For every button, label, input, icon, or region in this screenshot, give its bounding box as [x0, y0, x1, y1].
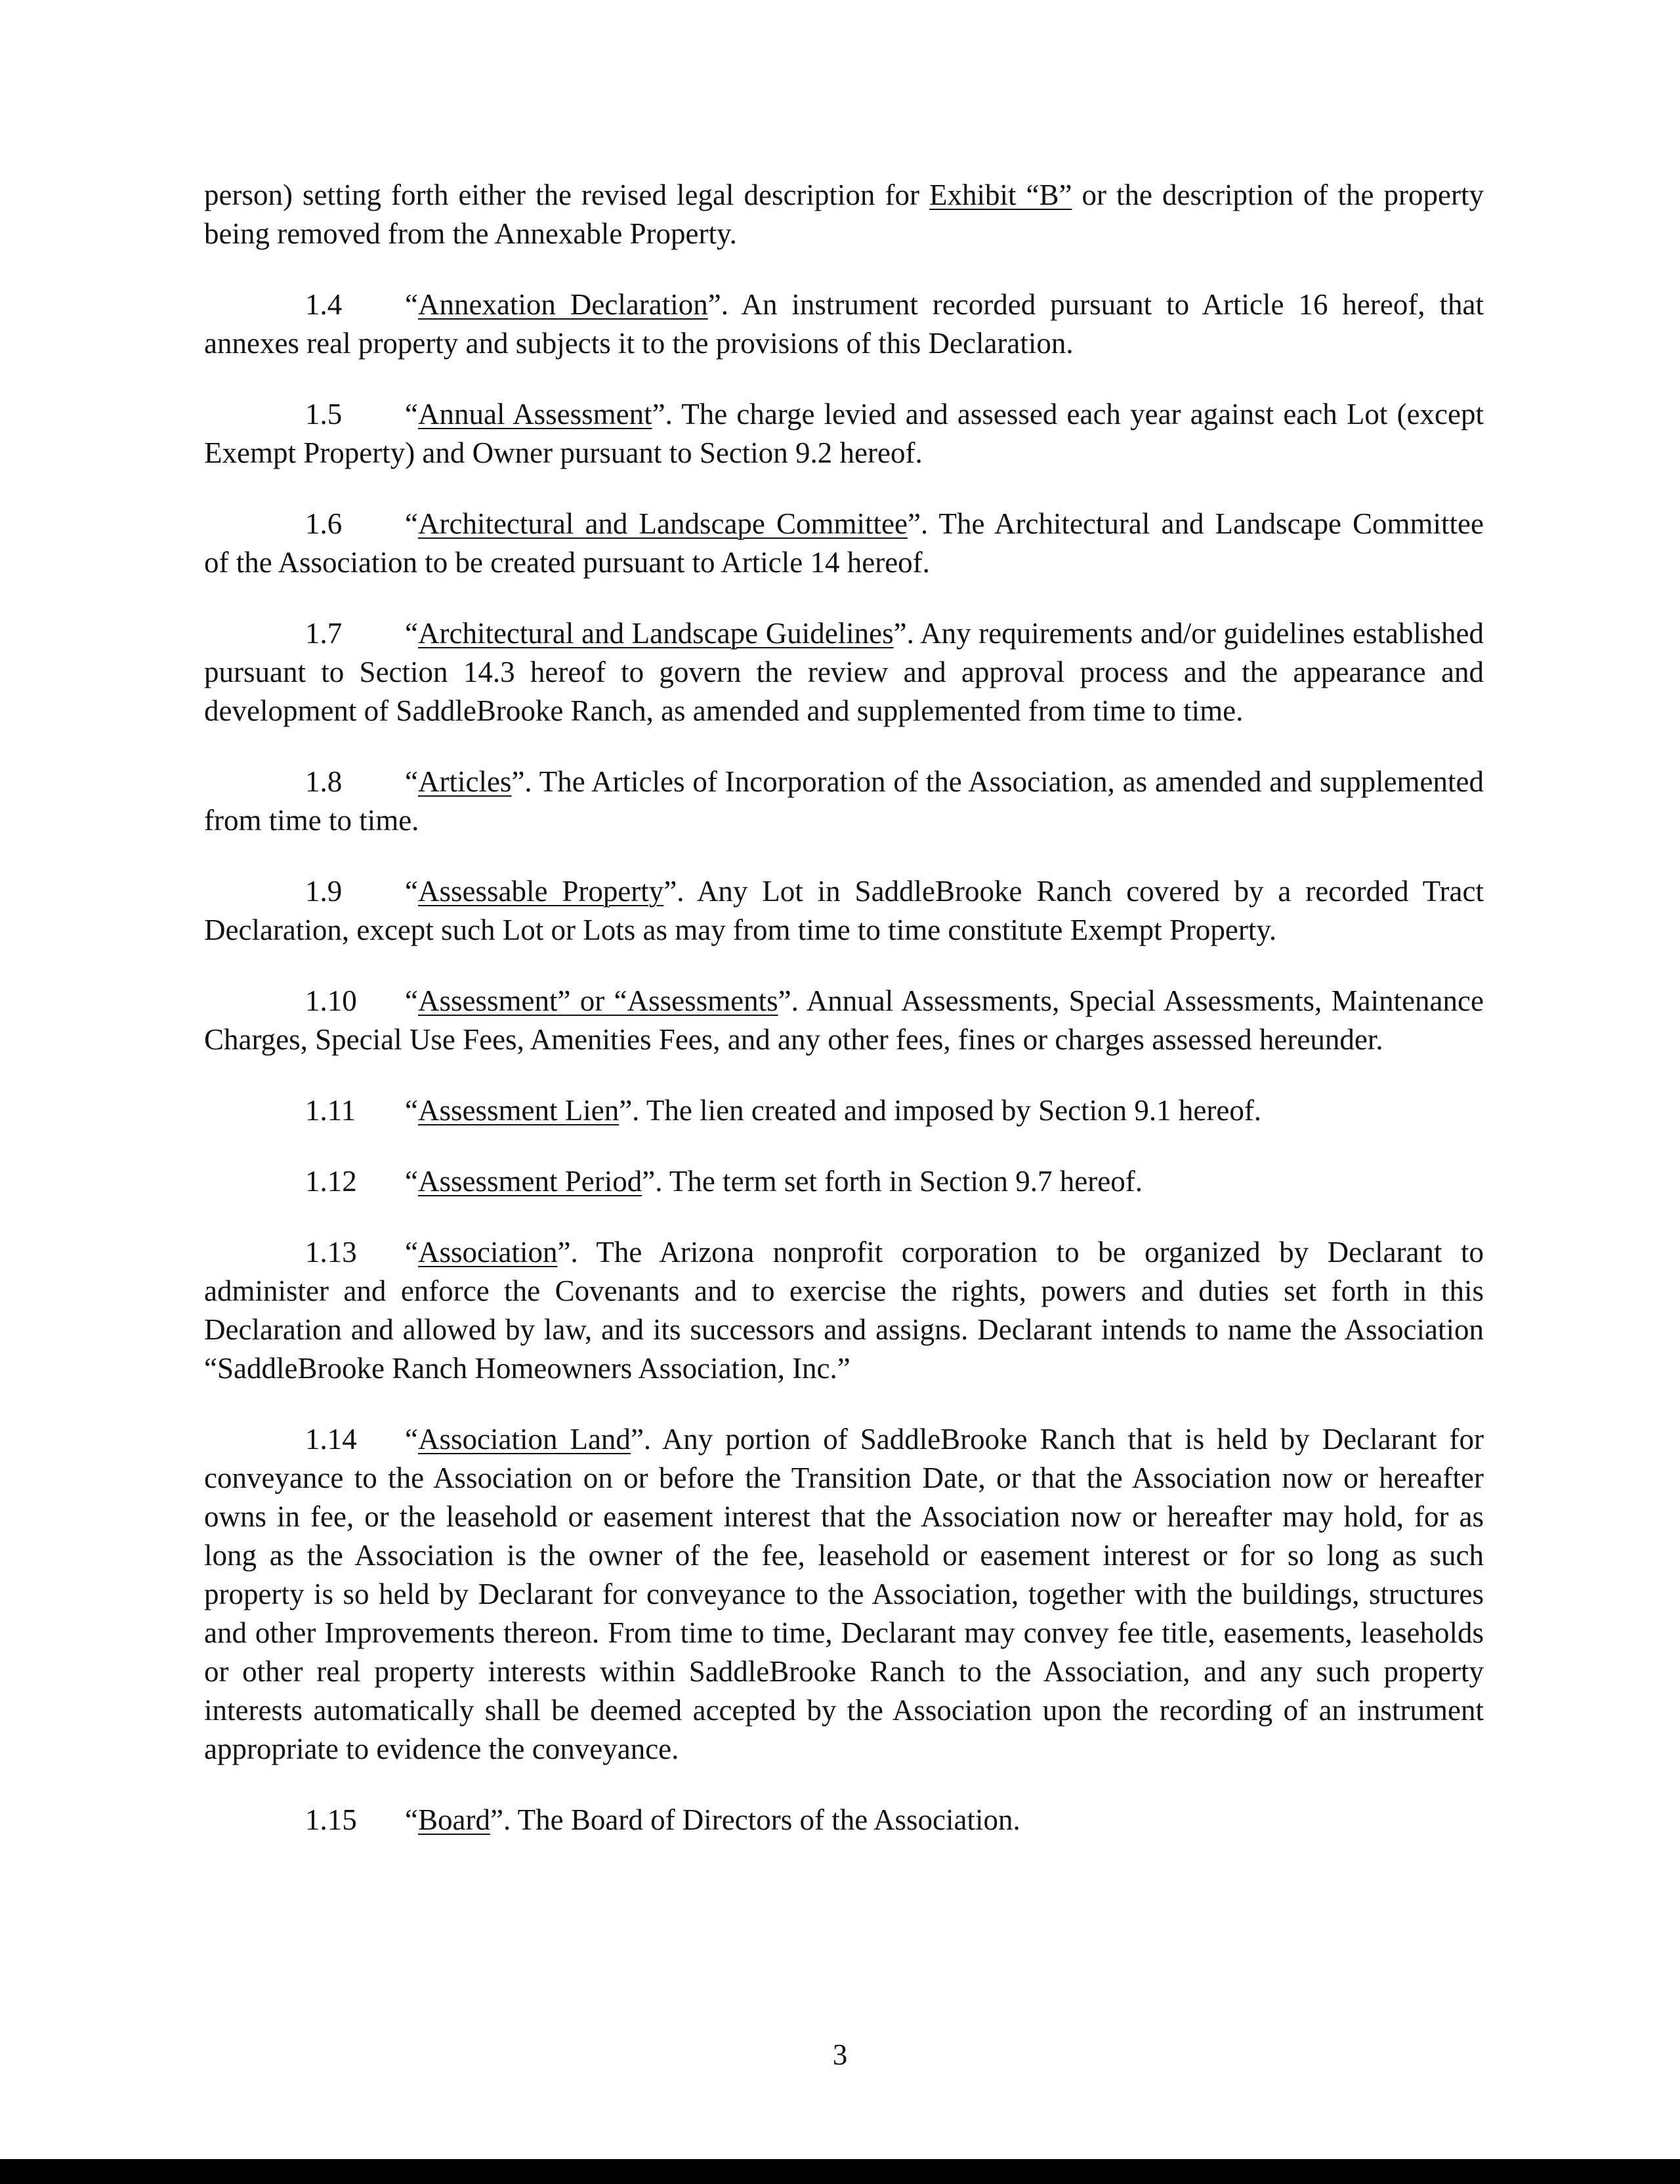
- defined-term: Assessment Lien: [417, 1094, 620, 1127]
- close-quote: ”.: [907, 507, 929, 540]
- defined-term: Annexation Declaration: [417, 288, 708, 321]
- definition-1-11: [204, 1091, 1484, 1130]
- defined-term: Articles: [417, 765, 512, 798]
- section-number: 1.7: [305, 617, 343, 650]
- section-number: 1.11: [305, 1094, 356, 1127]
- close-quote: ”.: [663, 875, 684, 908]
- definition-1-4: [204, 285, 1484, 363]
- open-quote: “: [405, 1094, 418, 1127]
- definition-text: The charge levied and assessed each year against each Lot (except Exempt Property) and Owner pursuant to Section 9.2 hereof.: [204, 398, 1484, 469]
- close-quote: ”.: [490, 1803, 511, 1836]
- defined-term: Annual Assessment: [417, 398, 652, 430]
- open-quote: “: [405, 1165, 418, 1198]
- close-quote: ”.: [707, 288, 728, 321]
- defined-term: Association: [417, 1236, 558, 1269]
- intro-text-after: or the description of the property being removed from the Annexable Property.: [204, 178, 1484, 250]
- defined-term: Assessable Property: [417, 875, 664, 908]
- section-number: 1.14: [305, 1423, 357, 1456]
- definition-1-10: [204, 982, 1484, 1059]
- open-quote: “: [405, 398, 418, 430]
- scan-bottom-border: [0, 2159, 1680, 2184]
- definition-1-7: [204, 614, 1484, 730]
- close-quote: ”.: [511, 765, 532, 798]
- intro-paragraph: [204, 176, 1484, 253]
- definition-text: Any portion of SaddleBrooke Ranch that is held by Declarant for conveyance to the Association on or before the Transition Date, or that the Association now or hereafter owns in fee, or the leasehold or easement interest that the Association now or hereafter may hold, for as long as the Association is the owner of the fee, leasehold or easement interest or for so long as such property is so held by Declarant for conveyance to the Association, together with the buildings, structures and other Improvements thereon. From time to time, Declarant may convey fee title, easements, leaseholds or other real property interests within SaddleBrooke Ranch to the Association, and any such property interests automatically shall be deemed accepted by the Association upon the recording of an instrument appropriate to evidence the conveyance.: [204, 1423, 1484, 1765]
- section-number: 1.5: [305, 398, 343, 430]
- section-number: 1.4: [305, 288, 343, 321]
- open-quote: “: [405, 1803, 418, 1836]
- open-quote: “: [405, 288, 418, 321]
- close-quote: ”.: [778, 984, 799, 1017]
- defined-term: Assessment Period: [417, 1165, 642, 1198]
- definition-text: The Architectural and Landscape Committee of the Association to be created pursuant to Article 14 hereof.: [204, 507, 1484, 579]
- definition-text: The Arizona nonprofit corporation to be organized by Declarant to administer and enforce the Covenants and to exercise the rights, powers and duties set forth in this Declaration and allowed by law, and its successors and assigns. Declarant intends to name the Association “SaddleBrooke Ranch Homeowners Association, Inc.”: [204, 1236, 1484, 1385]
- open-quote: “: [405, 765, 418, 798]
- definition-text: The Articles of Incorporation of the Association, as amended and supplemented from time to time.: [204, 765, 1484, 837]
- exhibit-b-reference: Exhibit “B”: [929, 178, 1072, 211]
- close-quote: ”.: [893, 617, 914, 650]
- definition-text: The lien created and imposed by Section 9.1 hereof.: [639, 1094, 1262, 1127]
- open-quote: “: [405, 507, 418, 540]
- page-number: 3: [832, 2038, 848, 2071]
- section-number: 1.8: [305, 765, 343, 798]
- definition-text: The term set forth in Section 9.7 hereof.: [662, 1165, 1143, 1198]
- section-number: 1.12: [305, 1165, 357, 1198]
- definition-1-6: [204, 505, 1484, 582]
- open-quote: “: [405, 875, 418, 908]
- definition-1-13: [204, 1233, 1484, 1388]
- defined-term: Association Land: [417, 1423, 631, 1456]
- open-quote: “: [405, 1236, 418, 1269]
- definition-text: The Board of Directors of the Association.: [511, 1803, 1020, 1836]
- section-number: 1.13: [305, 1236, 357, 1269]
- definition-1-9: [204, 872, 1484, 950]
- definition-text: Any requirements and/or guidelines established pursuant to Section 14.3 hereof to govern the review and approval process and the appearance and development of SaddleBrooke Ranch, as amended and supplemented from time to time.: [204, 617, 1484, 727]
- open-quote: “: [405, 617, 418, 650]
- open-quote: “: [405, 984, 418, 1017]
- defined-term: Architectural and Landscape Committee: [417, 507, 908, 540]
- intro-text-before: person) setting forth either the revised legal description for: [204, 178, 929, 211]
- section-number: 1.9: [305, 875, 343, 908]
- section-number: 1.6: [305, 507, 343, 540]
- close-quote: ”.: [652, 398, 673, 430]
- close-quote: ”.: [557, 1236, 578, 1269]
- close-quote: ”.: [630, 1423, 652, 1456]
- definition-1-15: [204, 1801, 1484, 1839]
- definition-1-5: [204, 395, 1484, 472]
- section-number: 1.15: [305, 1803, 357, 1836]
- open-quote: “: [405, 1423, 418, 1456]
- document-body: [204, 176, 1484, 1872]
- defined-term: Assessment” or “Assessments: [417, 984, 778, 1017]
- close-quote: ”.: [619, 1094, 640, 1127]
- definition-1-8: [204, 763, 1484, 840]
- defined-term: Architectural and Landscape Guidelines: [417, 617, 894, 650]
- definition-text: Annual Assessments, Special Assessments, Maintenance Charges, Special Use Fees, Amenities Fees, and any other fees, fines or charges assessed hereunder.: [204, 984, 1484, 1056]
- section-number: 1.10: [305, 984, 357, 1017]
- close-quote: ”.: [642, 1165, 663, 1198]
- definition-1-12: [204, 1162, 1484, 1201]
- definition-1-14: [204, 1420, 1484, 1769]
- definition-text: Any Lot in SaddleBrooke Ranch covered by a recorded Tract Declaration, except such Lot or Lots as may from time to time constitute Exempt Property.: [204, 875, 1484, 946]
- defined-term: Board: [417, 1803, 490, 1836]
- definition-text: An instrument recorded pursuant to Article 16 hereof, that annexes real property and subjects it to the provisions of this Declaration.: [204, 288, 1484, 360]
